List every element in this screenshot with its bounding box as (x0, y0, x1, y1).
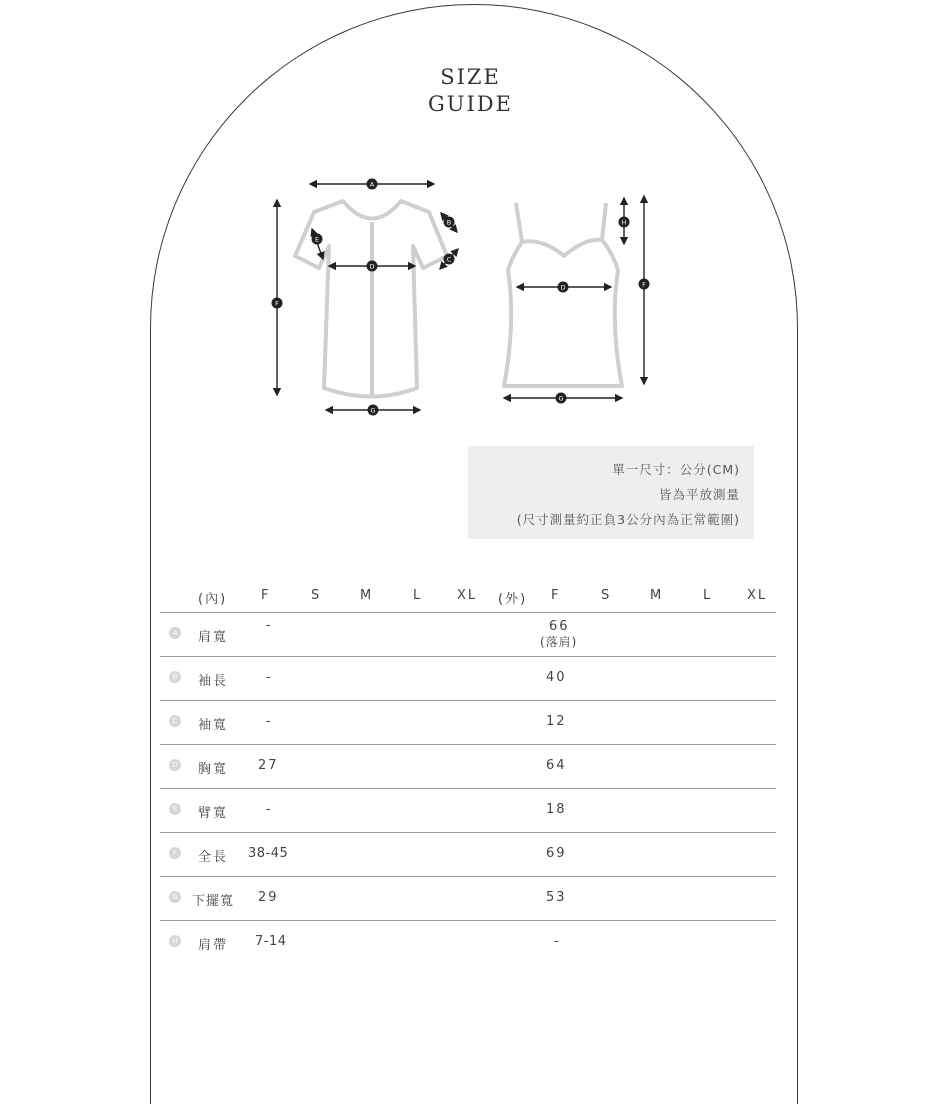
header-outer-l: L (703, 588, 713, 603)
row-outer-f: 64 (546, 758, 567, 773)
row-outer-f: 69 (546, 846, 567, 861)
row-inner-f: - (266, 618, 273, 633)
svg-text:H: H (621, 218, 627, 227)
measurement-note (468, 446, 754, 539)
row-badge: H (169, 935, 181, 947)
note-method: 皆為平放測量 (658, 487, 740, 502)
note-tolerance: (尺寸測量約正負3公分內為正常範圍) (516, 512, 740, 527)
note-unit: 單一尺寸：公分(CM) (612, 462, 740, 477)
row-label: 下擺寬 (192, 894, 235, 909)
svg-text:A: A (369, 180, 375, 189)
svg-text:C: C (446, 255, 452, 264)
table-row (160, 789, 776, 833)
header-inner-l: L (413, 588, 423, 603)
svg-text:B: B (446, 218, 452, 227)
tshirt-outline (295, 201, 447, 397)
row-outer-f: 40 (546, 670, 567, 685)
row-badge: C (169, 715, 181, 727)
svg-text:E: E (314, 235, 320, 244)
row-outer-f: 12 (546, 714, 567, 729)
table-row (160, 613, 776, 657)
row-badge: E (169, 803, 181, 815)
row-inner-f: 27 (258, 758, 279, 773)
row-badge: B (169, 671, 181, 683)
row-label: 袖寬 (198, 718, 229, 733)
table-row (160, 701, 776, 745)
row-inner-f: 29 (258, 890, 279, 905)
row-inner-f: 38-45 (248, 846, 289, 861)
title-line-2: GUIDE (428, 92, 513, 116)
svg-text:F: F (275, 299, 279, 308)
header-outer-s: S (601, 588, 612, 603)
row-outer-f: - (554, 934, 561, 949)
header-outer-m: M (650, 588, 664, 603)
table-row (160, 921, 776, 964)
header-inner-xl: XL (457, 588, 478, 603)
row-label: 臂寬 (198, 806, 229, 821)
header-inner: (內) (198, 592, 228, 607)
row-badge: D (169, 759, 181, 771)
header-inner-s: S (311, 588, 322, 603)
row-badge: F (169, 847, 181, 859)
table-row (160, 657, 776, 701)
svg-text:F: F (642, 280, 646, 289)
row-inner-f: - (266, 802, 273, 817)
table-row (160, 833, 776, 877)
svg-text:D: D (560, 283, 566, 292)
table-header (160, 580, 776, 613)
row-inner-f: - (266, 714, 273, 729)
row-label: 袖長 (198, 674, 229, 689)
marker-letters (275, 181, 646, 415)
header-inner-m: M (360, 588, 374, 603)
header-outer-f: F (551, 588, 561, 603)
svg-text:G: G (558, 394, 564, 403)
measure-arrows (277, 184, 644, 410)
row-outer-note: (落肩) (540, 635, 578, 649)
svg-text:D: D (369, 262, 375, 271)
table-row (160, 745, 776, 789)
table-row (160, 877, 776, 921)
row-label: 肩寬 (198, 630, 229, 645)
row-label: 全長 (198, 850, 229, 865)
row-badge: A (169, 627, 181, 639)
row-inner-f: - (266, 670, 273, 685)
svg-text:G: G (370, 406, 376, 415)
row-inner-f: 7-14 (255, 934, 287, 949)
header-inner-f: F (261, 588, 271, 603)
title-line-1: SIZE (440, 65, 501, 89)
row-outer-f: 53 (546, 890, 567, 905)
row-outer-f: 66 (549, 619, 570, 634)
header-outer-xl: XL (747, 588, 768, 603)
size-table (160, 580, 776, 964)
cami-outline (504, 203, 622, 386)
row-outer-f: 18 (546, 802, 567, 817)
header-outer: (外) (498, 592, 528, 607)
row-badge: G (169, 891, 181, 903)
row-label: 肩帶 (198, 938, 229, 953)
row-label: 胸寬 (198, 762, 229, 777)
